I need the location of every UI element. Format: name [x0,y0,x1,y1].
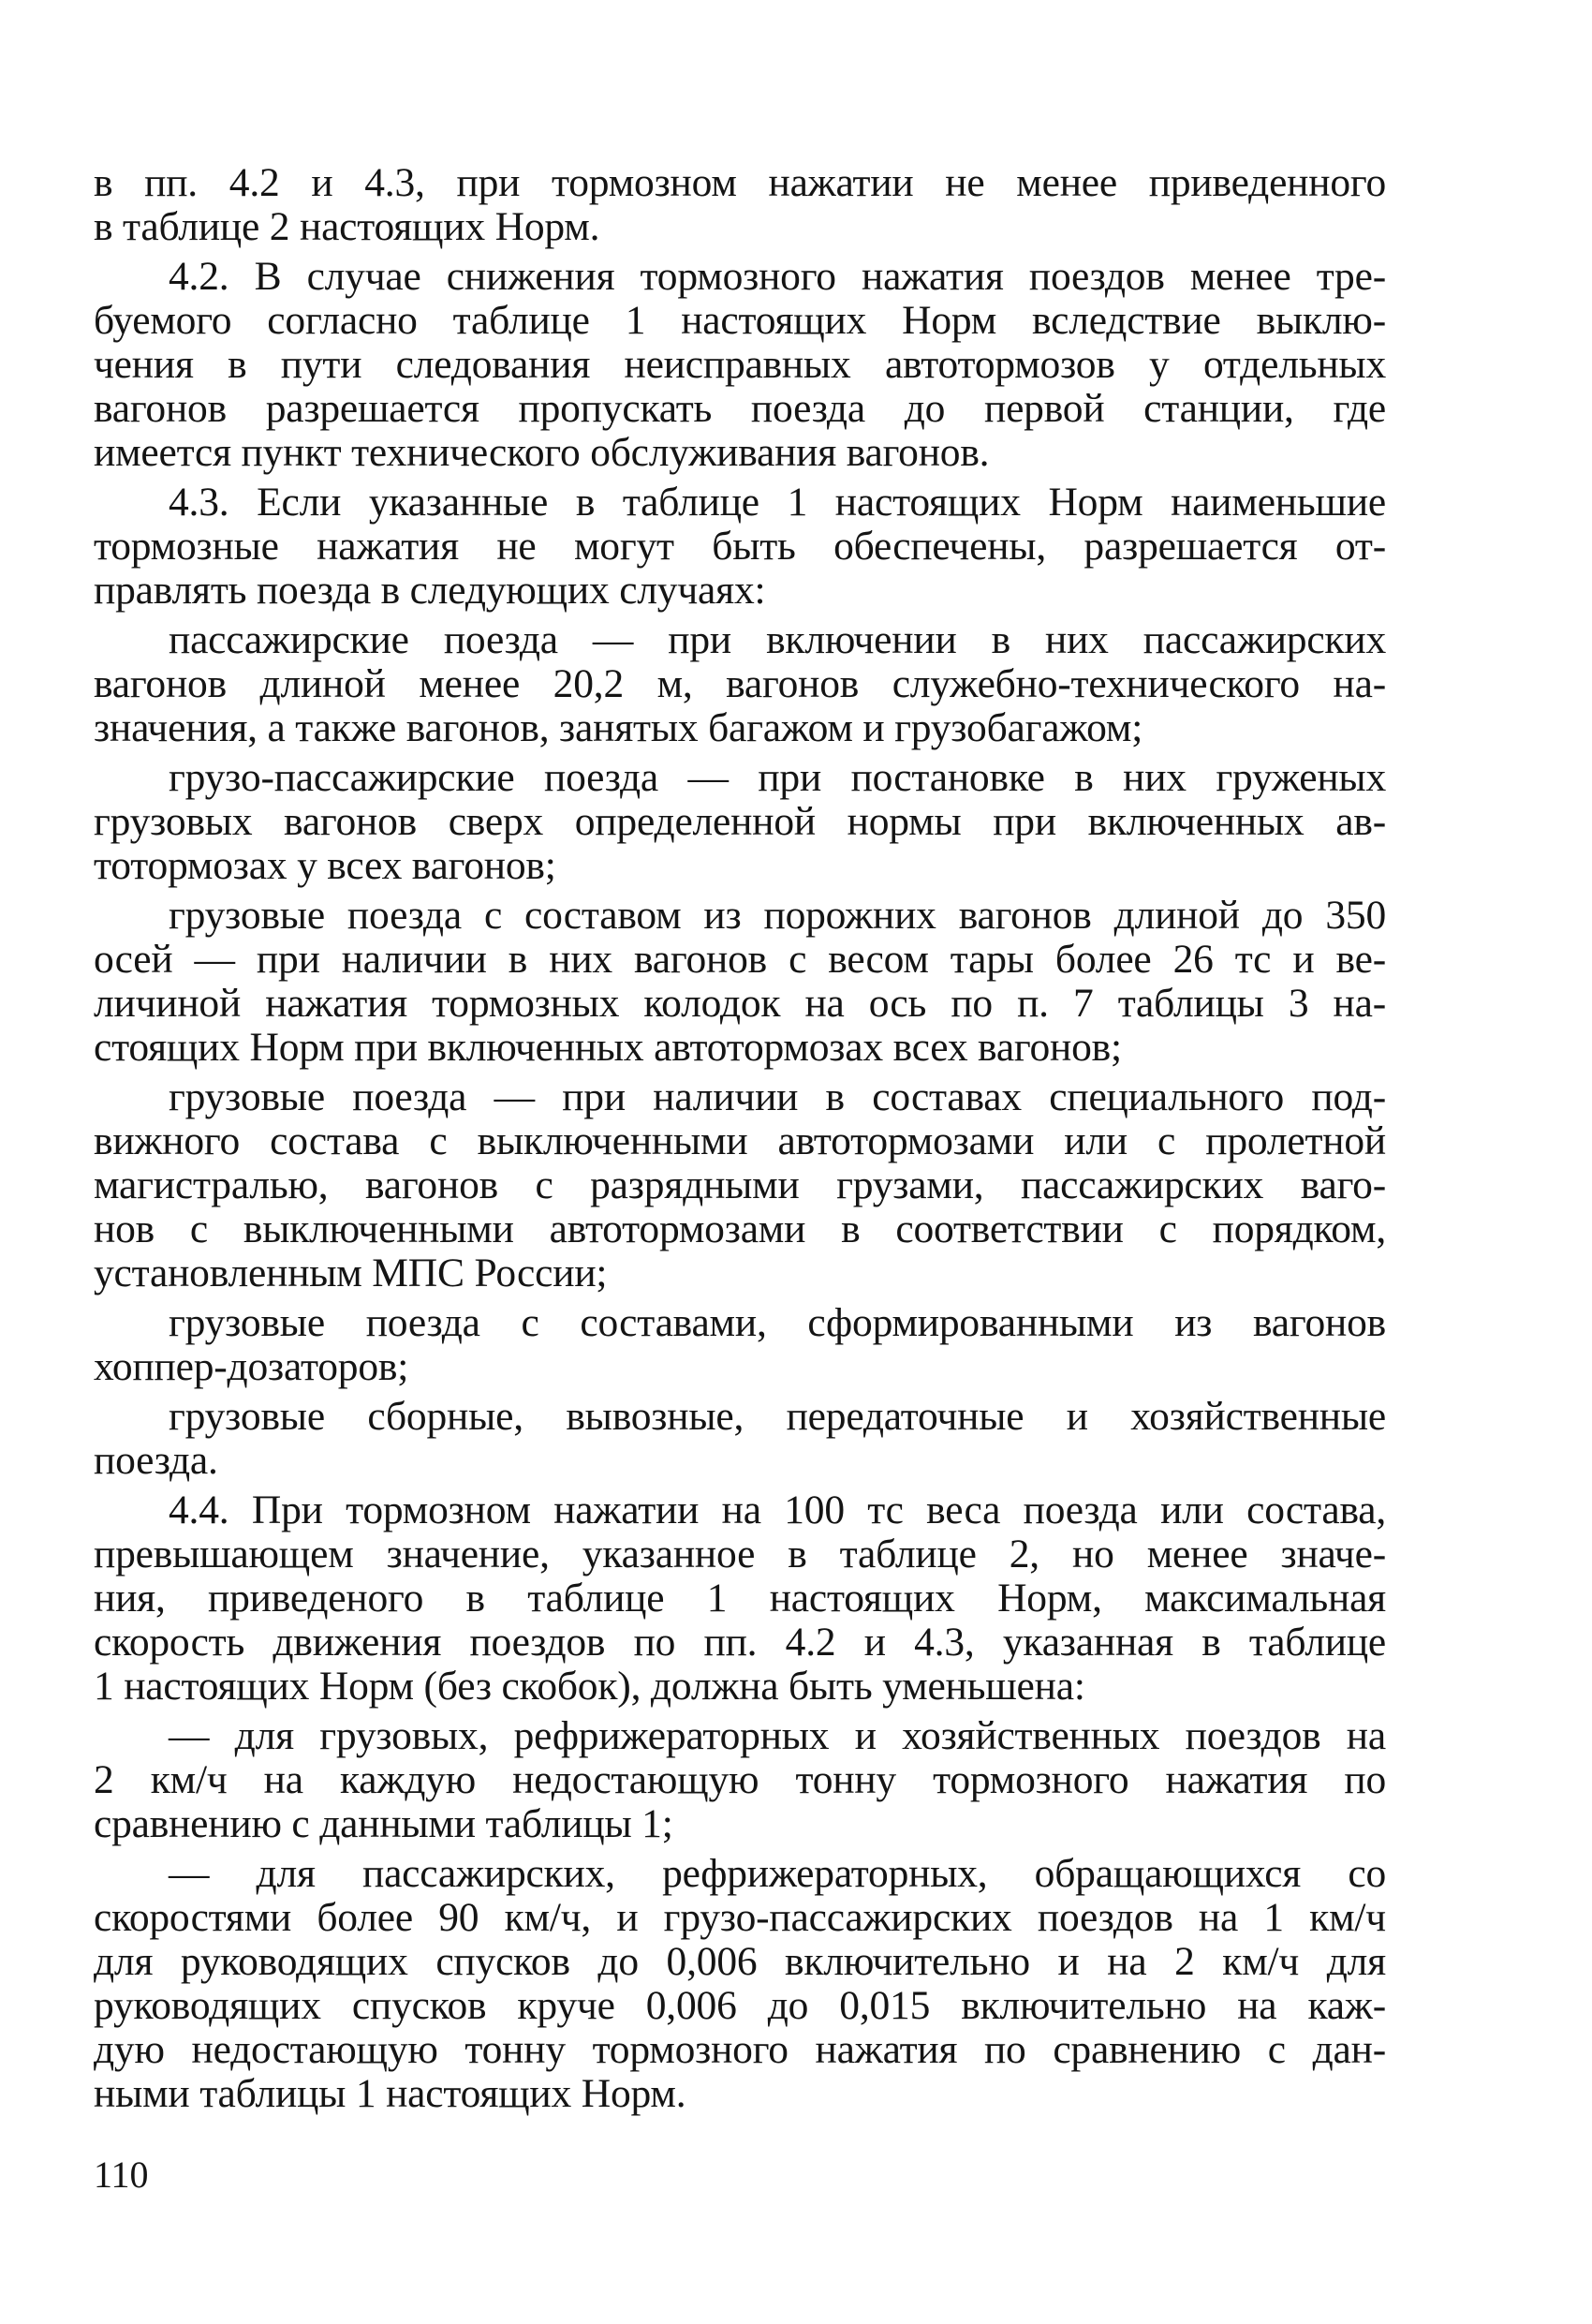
paragraph-empty-freight-trains [94,894,1386,1070]
text-line: хоппер-дозаторов; [94,1344,409,1389]
text-line: имеется пункт технического обслуживания вагонов. [94,430,990,475]
text-line: буемого согласно таблице 1 настоящих Норм вследствие выклю- [94,298,1386,343]
text-line: сравнению с данными таблицы 1; [94,1801,673,1846]
paragraph-freight-speed-reduction [94,1714,1386,1846]
text-line: значения, а также вагонов, занятых багажом и грузобагажом; [94,705,1143,750]
text-line: ния, приведеного в таблице 1 настоящих Норм, максимальная [94,1576,1386,1621]
text-line: 4.4. При тормозном нажатии на 100 тс веса поезда или состава, [169,1488,1386,1532]
text-line: установленным МПС России; [94,1251,608,1295]
paragraph-special-freight-trains [94,1075,1386,1295]
page-body [94,161,1386,2122]
text-line: вагонов разрешается пропускать поезда до первой станции, где [94,386,1386,431]
text-line: для руководящих спусков до 0,006 включительно и на 2 км/ч для [94,1939,1386,1984]
text-line: в пп. 4.2 и 4.3, при тормозном нажатии не менее приведенного [94,160,1386,205]
text-line: дую недостающую тонну тормозного нажатия по сравнению с дан- [94,2027,1386,2072]
text-line: нов с выключенными автотормозами в соответствии с порядком, [94,1206,1386,1251]
text-line: 4.2. В случае снижения тормозного нажатия поездов менее тре- [169,254,1386,299]
text-line: 1 настоящих Норм (без скобок), должна быть уменьшена: [94,1664,1085,1709]
text-line: грузовые сборные, вывозные, передаточные и хозяйственные [169,1394,1386,1439]
text-line: в таблице 2 настоящих Норм. [94,204,600,249]
paragraph-passenger-speed-reduction [94,1852,1386,2116]
paragraph-passenger-trains [94,618,1386,750]
paragraph-hopper-trains [94,1301,1386,1389]
text-line: грузовых вагонов сверх определенной нормы при включенных ав- [94,799,1386,844]
paragraph-4-3 [94,481,1386,613]
page-number: 110 [94,2154,149,2196]
text-line: грузовые поезда — при наличии в составах специального под- [169,1074,1386,1119]
text-line: ными таблицы 1 настоящих Норм. [94,2071,686,2116]
text-line: руководящих спусков круче 0,006 до 0,015 включительно на каж- [94,1983,1386,2028]
paragraph-4-2 [94,255,1386,475]
text-line: осей — при наличии в них вагонов с весом тары более 26 тс и ве- [94,937,1386,982]
text-line: грузовые поезда с составами, сформированными из вагонов [169,1300,1386,1345]
text-line: — для грузовых, рефрижераторных и хозяйственных поездов на [169,1713,1386,1758]
text-line: поезда. [94,1438,218,1483]
text-line: магистралью, вагонов с разрядными грузами, пассажирских ваго- [94,1162,1386,1207]
text-line: превышающем значение, указанное в таблице 2, но менее значе- [94,1532,1386,1576]
paragraph-4-4 [94,1488,1386,1709]
text-line: вижного состава с выключенными автотормозами или с пролетной [94,1118,1386,1163]
text-line: стоящих Норм при включенных автотормозах всех вагонов; [94,1025,1122,1070]
text-line: личиной нажатия тормозных колодок на ось по п. 7 таблицы 3 на- [94,981,1386,1026]
text-line: грузо-пассажирские поезда — при постановке в них груженых [169,755,1386,800]
text-line: правлять поезда в следующих случаях: [94,568,766,613]
text-line: скоростями более 90 км/ч, и грузо-пассажирских поездов на 1 км/ч [94,1895,1386,1940]
text-line: вагонов длиной менее 20,2 м, вагонов служебно-технического на- [94,661,1386,706]
text-line: 2 км/ч на каждую недостающую тонну тормозного нажатия по [94,1757,1386,1802]
text-line: грузовые поезда с составом из порожних вагонов длиной до 350 [169,893,1386,938]
text-line: пассажирские поезда — при включении в них пассажирских [169,617,1386,662]
paragraph-collection-trains [94,1395,1386,1483]
paragraph-intro [94,161,1386,249]
paragraph-cargo-passenger-trains [94,756,1386,888]
text-line: 4.3. Если указанные в таблице 1 настоящих Норм наименьшие [169,480,1386,525]
text-line: тотормозах у всех вагонов; [94,843,556,888]
text-line: скорость движения поездов по пп. 4.2 и 4.3, указанная в таблице [94,1620,1386,1665]
text-line: — для пассажирских, рефрижераторных, обращающихся со [169,1851,1386,1896]
text-line: тормозные нажатия не могут быть обеспечены, разрешается от- [94,524,1386,569]
text-line: чения в пути следования неисправных автотормозов у отдельных [94,342,1386,387]
